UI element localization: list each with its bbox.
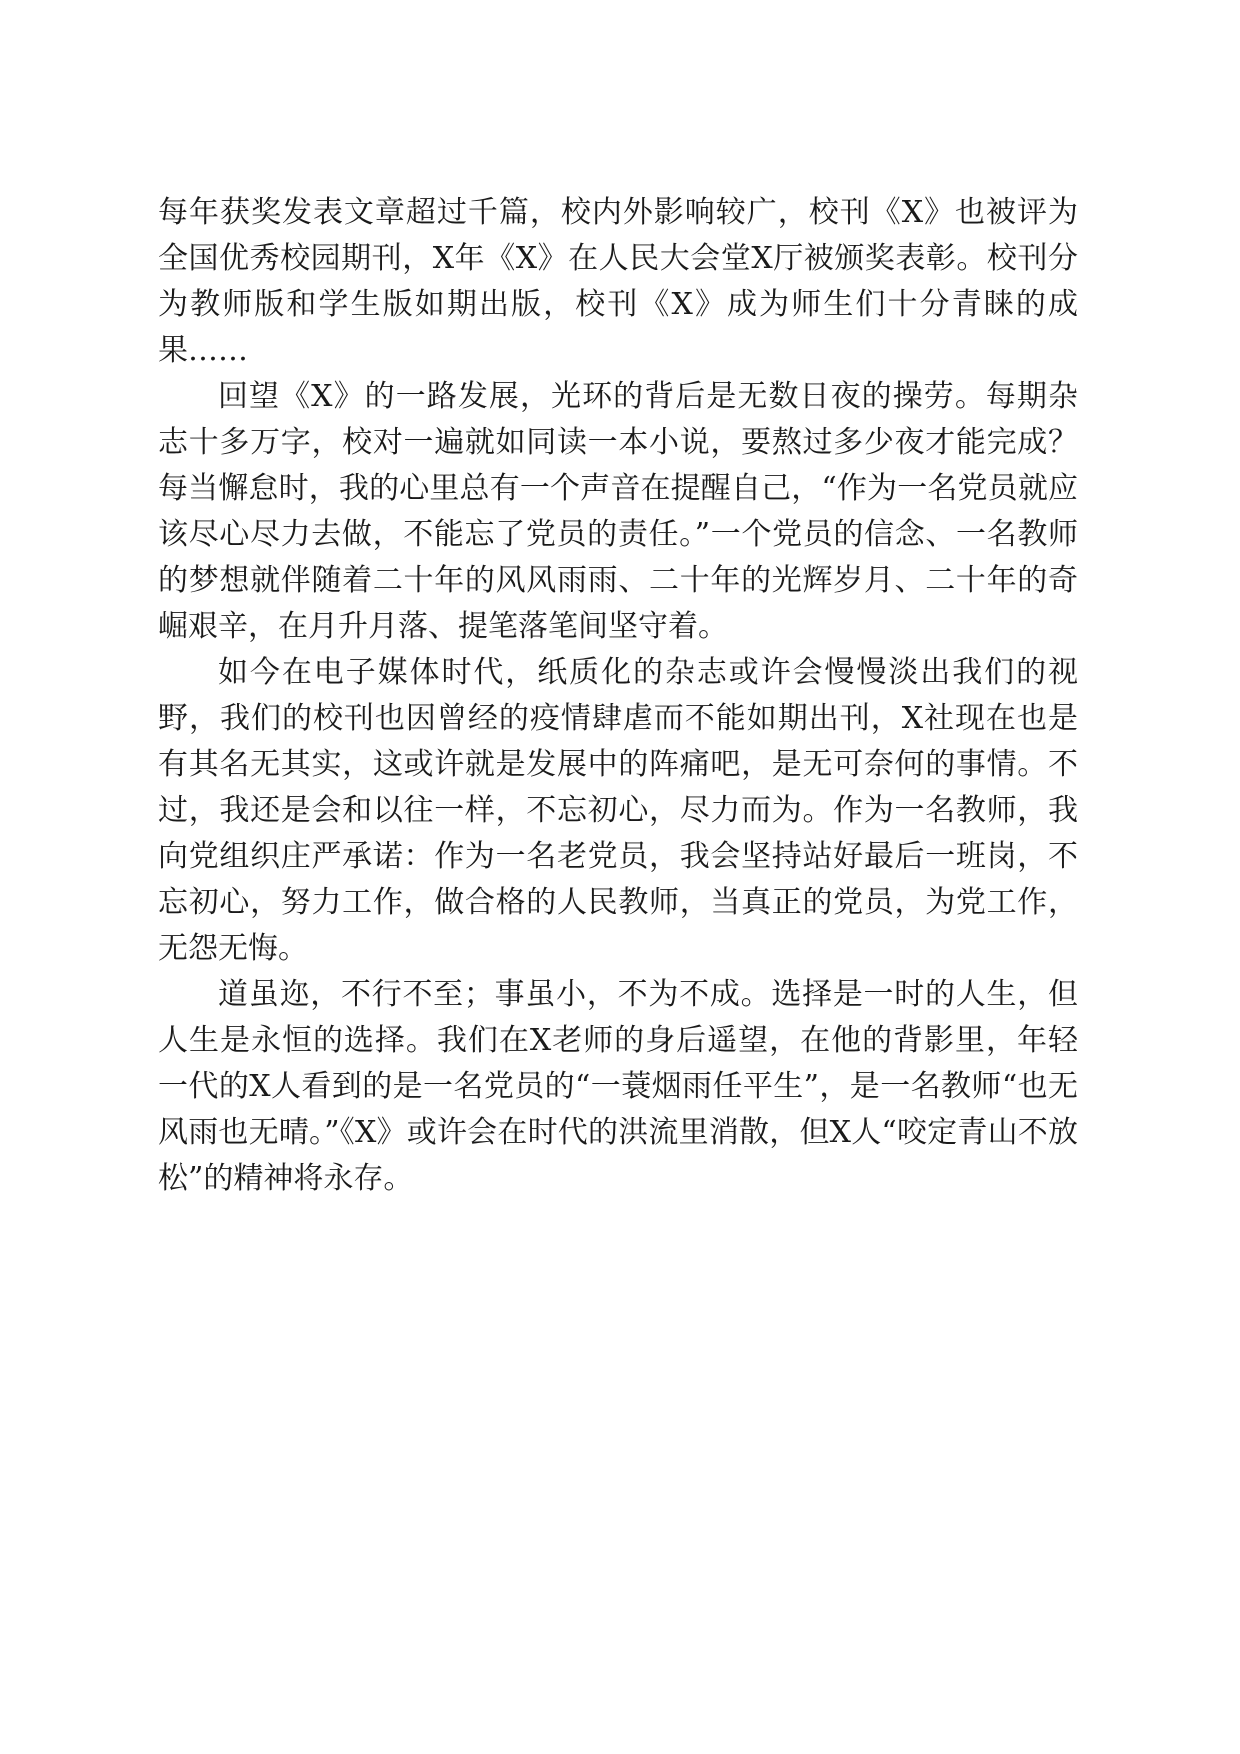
- paragraph-1: 每年获奖发表文章超过千篇，校内外影响较广，校刊《X》也被评为全国优秀校园期刊，X年《X》在人民大会堂X厅被颁奖表彰。校刊分为教师版和学生版如期出版，校刊《X》成为师生们十分青睐的成果……: [158, 195, 1078, 368]
- paragraph-2: 回望《X》的一路发展，光环的背后是无数日夜的操劳。每期杂志十多万字，校对一遍就如同读一本小说，要熬过多少夜才能完成？每当懈怠时，我的心里总有一个声音在提醒自己，“作为一名党员就应该尽心尽力去做，不能忘了党员的责任。”一个党员的信念、一名教师的梦想就伴随着二十年的风风雨雨、二十年的光辉岁月、二十年的奇崛艰辛，在月升月落、提笔落笔间坚守着。: [158, 379, 1078, 644]
- document-body: [158, 190, 1078, 1202]
- paragraph-4: 道虽迩，不行不至；事虽小，不为不成。选择是一时的人生，但人生是永恒的选择。我们在X老师的身后遥望，在他的背影里，年轻一代的X人看到的是一名党员的“一蓑烟雨任平生”，是一名教师“也无风雨也无晴。”《X》或许会在时代的洪流里消散，但X人“咬定青山不放松”的精神将永存。: [158, 977, 1078, 1196]
- paragraph-3: 如今在电子媒体时代，纸质化的杂志或许会慢慢淡出我们的视野，我们的校刊也因曾经的疫情肆虐而不能如期出刊，X社现在也是有其名无其实，这或许就是发展中的阵痛吧，是无可奈何的事情。不过，我还是会和以往一样，不忘初心，尽力而为。作为一名教师，我向党组织庄严承诺：作为一名老党员，我会坚持站好最后一班岗，不忘初心，努力工作，做合格的人民教师，当真正的党员，为党工作，无怨无悔。: [158, 655, 1078, 966]
